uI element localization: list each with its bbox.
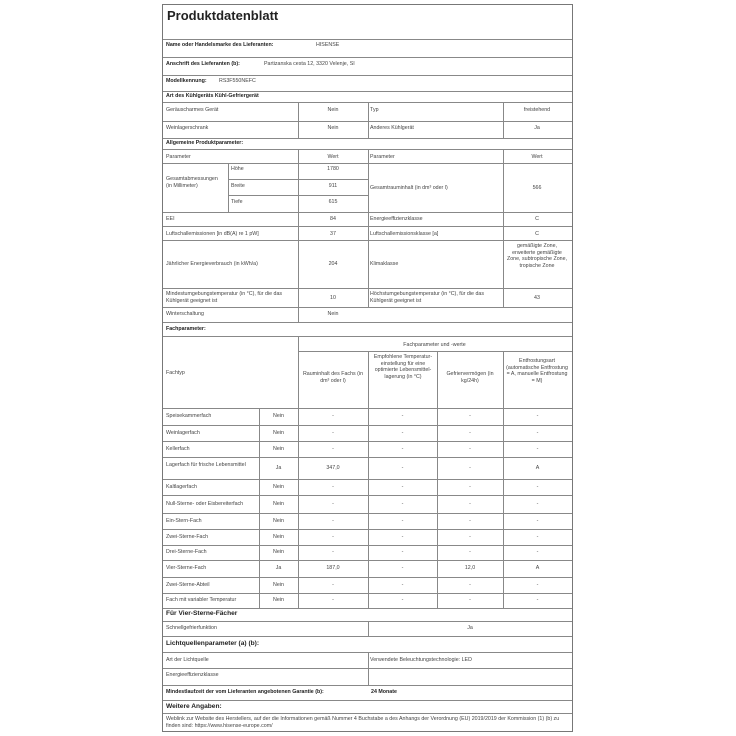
appliance-row-label2: Anderes Kühlgerät [370, 125, 414, 131]
compartment-volume: - [332, 533, 334, 540]
max-temp-label: Höchstumgebungstemperatur (in °C), für die das Kühlgerät geeignet ist [370, 291, 484, 304]
compartment-freeze: - [469, 500, 471, 507]
address-value: Partizanska cesta 12, 3320 Velenje, SI [264, 61, 355, 67]
compartment-present: Nein [273, 581, 284, 588]
compartment-volume: - [332, 413, 334, 420]
compartment-volume: - [332, 517, 334, 524]
compartment-temp: - [401, 549, 404, 556]
compartment-defrost: - [536, 549, 539, 556]
eclass-value: C [535, 216, 539, 222]
fachtyp-header: Fachtyp [166, 370, 185, 376]
compartment-name: Vier-Sterne-Fach [166, 565, 207, 572]
climate-value: gemäßigte Zone, erweiterte gemäßigte Zone, subtropische Zone, tropische Zone [506, 243, 568, 269]
noise-class-label: Luftschallemissionsklasse [a] [370, 231, 439, 237]
compartment-name: Kaltlagerfach [166, 483, 197, 490]
energy-label: Jährlicher Energieverbrauch (in kWh/a) [166, 261, 258, 267]
model-value: RS3F550NEFC [219, 78, 256, 84]
compartment-present: Nein [273, 413, 284, 420]
compartment-freeze: - [469, 533, 471, 540]
product-data-sheet [162, 4, 573, 732]
compartment-name: Null-Sterne- oder Eisbereiterfach [166, 500, 244, 507]
compartment-temp: - [401, 483, 404, 490]
warranty-label: Mindestlaufzeit der vom Lieferanten angebotenen Garantie (b): [166, 689, 324, 695]
compartment-defrost: - [536, 533, 539, 540]
compartment-defrost: - [536, 413, 539, 420]
compartment-volume: - [332, 445, 334, 452]
dim-depth-value: 615 [328, 199, 338, 205]
light-heading: Lichtquellenparameter (a) (b): [166, 640, 260, 647]
compartment-volume: - [332, 549, 334, 556]
noise-class-value: C [535, 231, 539, 237]
supplier-label: Name oder Handelsmarke des Lieferanten: [166, 42, 274, 48]
supplier-value: HISENSE [316, 42, 340, 48]
compartment-defrost: - [536, 429, 539, 436]
col-parameter-2: Parameter [370, 154, 395, 160]
appliance-row-value2: freistehend [523, 107, 551, 113]
appliance-row-value: Nein [327, 107, 339, 113]
warranty-value: 24 Monate [371, 689, 397, 695]
dim-width-label: Breite [231, 183, 245, 189]
compartment-defrost: A [535, 464, 540, 471]
eei-label: EEI [166, 216, 175, 222]
compartment-volume: - [332, 581, 334, 588]
compartment-name: Kellerfach [166, 445, 190, 452]
compartment-freeze: - [469, 429, 471, 436]
model-label: Modellkennung: [166, 78, 207, 84]
climate-label: Klimaklasse [370, 261, 399, 267]
noise-value: 37 [330, 231, 336, 237]
max-temp-value: 43 [534, 295, 540, 301]
compartment-present: Nein [273, 429, 284, 436]
compartment-freeze: - [469, 413, 471, 420]
col-freeze-header: Gefriervermögen (in kg/24h) [446, 371, 494, 384]
min-temp-value: 10 [330, 295, 336, 301]
group-header: Fachparameter und -werte [403, 342, 466, 348]
compartment-freeze: - [469, 549, 471, 556]
light-type-label: Art der Lichtquelle [166, 657, 209, 663]
dim-depth-label: Tiefe [231, 199, 243, 205]
dim-height-label: Höhe [231, 166, 244, 172]
compartment-name: Speisekammerfach [166, 413, 212, 420]
compartment-temp: - [401, 429, 404, 436]
compartment-defrost: - [536, 445, 539, 452]
compartment-name: Lagerfach für frische Lebensmittel [166, 461, 246, 468]
compartment-defrost: - [536, 483, 539, 490]
light-eclass-label: Energieeffizienzklasse [166, 672, 219, 678]
compartment-present: Ja [275, 464, 282, 471]
compartment-temp: - [401, 500, 404, 507]
compartment-temp: - [401, 517, 404, 524]
compartment-present: Nein [273, 549, 284, 556]
compartment-present: Nein [273, 597, 284, 604]
compartment-present: Nein [273, 445, 284, 452]
compartments-heading: Fachparameter: [166, 326, 206, 332]
col-value: Wert [327, 154, 339, 160]
compartment-freeze: - [469, 483, 471, 490]
compartment-defrost: A [535, 565, 540, 572]
compartment-name: Fach mit variabler Temperatur [166, 597, 237, 604]
compartment-freeze: - [469, 581, 471, 588]
winter-value: Nein [327, 311, 339, 317]
light-type-value: Verwendete Beleuchtungstechnologie: LED [370, 657, 472, 663]
col-volume-header: Rauminhalt des Fachs (in dm³ oder l) [302, 371, 364, 384]
appliance-row-label: Geräuscharmes Gerät [166, 107, 219, 113]
volume-label: Gesamtrauminhalt (in dm³ oder l) [370, 185, 448, 191]
compartment-name: Drei-Sterne-Fach [166, 549, 207, 556]
noise-label: Luftschallemissionen [in dB(A) re 1 pW] [166, 231, 259, 237]
compartment-temp: - [401, 533, 404, 540]
volume-value: 566 [532, 185, 542, 191]
compartment-present: Ja [275, 565, 282, 572]
min-temp-label: Mindestumgebungstemperatur (in °C), für die das Kühlgerät geeignet ist [166, 291, 283, 304]
four-star-heading: Für Vier-Sterne-Fächer [166, 610, 238, 617]
compartment-freeze: - [469, 517, 471, 524]
compartment-name: Zwei-Sterne-Abteil [166, 581, 210, 588]
appliance-row-label2: Typ [370, 107, 379, 113]
compartment-temp: - [401, 597, 404, 604]
compartment-volume: - [332, 483, 334, 490]
compartment-name: Weinlagerfach [166, 429, 200, 436]
compartment-volume: - [332, 597, 334, 604]
compartment-freeze: - [469, 464, 471, 471]
compartment-name: Ein-Stern-Fach [166, 517, 202, 524]
compartment-temp: - [401, 445, 404, 452]
compartment-temp: - [401, 413, 404, 420]
col-defrost-header: Entfrostungsart (automatische Entfrostung = A, manuelle Entfrostung = M) [506, 358, 568, 384]
compartment-temp: - [401, 464, 404, 471]
dimensions-label: Gesamtabmessungen (in Millimeter) [166, 176, 218, 189]
eclass-label: Energieeffizienzklasse [370, 216, 423, 222]
address-label: Anschrift des Lieferanten (b): [166, 61, 240, 67]
sheet-title: Produktdatenblatt [167, 8, 279, 23]
compartment-name: Zwei-Sterne-Fach [166, 533, 209, 540]
compartment-volume: - [332, 429, 334, 436]
compartment-volume: 347,0 [326, 464, 340, 471]
compartment-freeze: - [469, 445, 471, 452]
compartment-volume: - [332, 500, 334, 507]
compartment-temp: - [401, 565, 404, 572]
compartment-temp: - [401, 581, 404, 588]
compartment-defrost: - [536, 581, 539, 588]
winter-label: Winterschaltung [166, 311, 204, 317]
compartment-volume: 187,0 [326, 565, 340, 572]
compartment-defrost: - [536, 500, 539, 507]
eei-value: 84 [330, 216, 336, 222]
energy-value: 204 [328, 261, 338, 267]
more-info-heading: Weitere Angaben: [166, 703, 222, 710]
fast-freeze-value: Ja [467, 625, 473, 631]
compartment-defrost: - [536, 597, 539, 604]
compartment-present: Nein [273, 517, 284, 524]
appliance-row-label: Weinlagerschrank [166, 125, 209, 131]
dim-width-value: 911 [328, 183, 338, 189]
more-info-text: Weblink zur Website des Herstellers, auf der die Informationen gemäß Nummer 4 Buchstabe a des Anhangs der Verordnung (EU) 2019/2019 der Kommission (1) (b) zu finden sind: https://www.hisense-europe.com/ [166, 716, 560, 729]
appliance-type-heading: Art des Kühlgeräts Kühl-Gefriergerät [166, 93, 259, 99]
compartment-present: Nein [273, 483, 284, 490]
compartment-freeze: - [469, 597, 471, 604]
compartment-freeze: 12,0 [464, 565, 476, 572]
general-heading: Allgemeine Produktparameter: [166, 140, 244, 146]
fast-freeze-label: Schnellgefrierfunktion [166, 625, 217, 631]
appliance-row-value: Nein [327, 125, 339, 131]
compartment-present: Nein [273, 500, 284, 507]
col-parameter: Parameter [166, 154, 191, 160]
col-temp-header: Empfohlene Temperatur-einstellung für eine optimierte Lebensmittel-lagerung (in °C) [373, 354, 433, 380]
col-value-2: Wert [531, 154, 543, 160]
dim-height-value: 1780 [327, 166, 339, 172]
compartment-defrost: - [536, 517, 539, 524]
compartment-present: Nein [273, 533, 284, 540]
appliance-row-value2: Ja [534, 125, 540, 131]
